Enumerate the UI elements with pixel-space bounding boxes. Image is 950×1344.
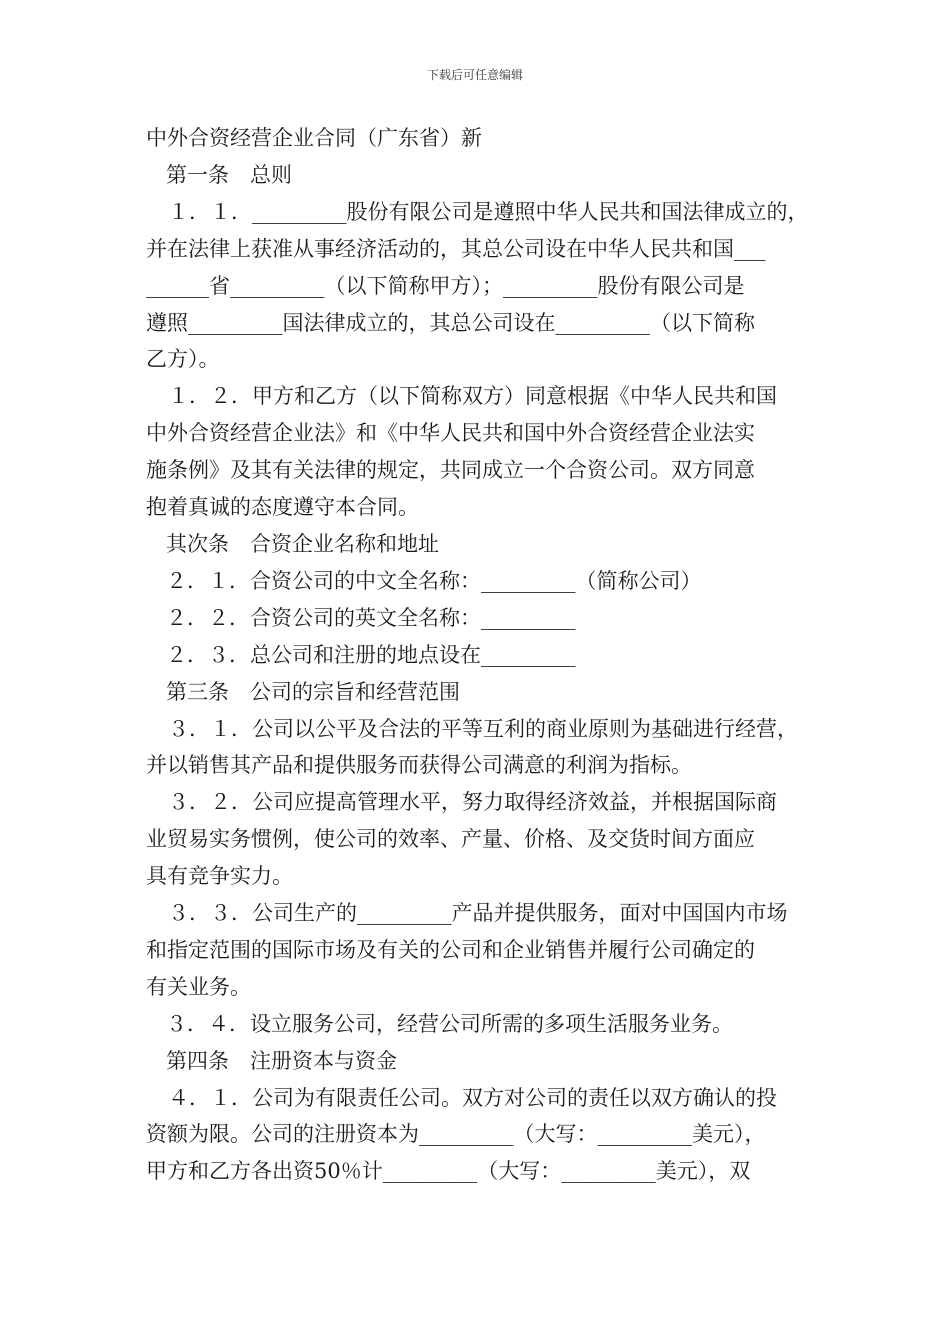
document-title: 中外合资经营企业合同（广东省）新	[146, 126, 482, 150]
article-heading: 第四条 注册资本与资金	[166, 1048, 397, 1073]
clause-line: 甲方和乙方各出资50％计_________（大写：_________美元），双	[146, 1159, 751, 1184]
clause-line: 抱着真诚的态度遵守本合同。	[146, 495, 419, 520]
clause-line: 乙方）。	[146, 347, 220, 372]
clause-line: 有关业务。	[146, 974, 251, 999]
clause-line: ３．４．设立服务公司，经营公司所需的多项生活服务业务。	[166, 1011, 733, 1036]
clause-line: 资额为限。公司的注册资本为_________（大写：_________美元），	[146, 1122, 766, 1147]
clause-line: 业贸易实务惯例，使公司的效率、产量、价格、及交货时间方面应	[146, 827, 755, 852]
clause-line: ３．１．公司以公平及合法的平等互利的商业原则为基础进行经营，	[168, 716, 798, 741]
clause-line: 并以销售其产品和提供服务而获得公司满意的利润为指标。	[146, 753, 692, 778]
clause-line: 遵照_________国法律成立的，其总公司设在_________（以下简称	[146, 310, 755, 335]
clause-line: ４．１．公司为有限责任公司。双方对公司的责任以双方确认的投	[168, 1085, 777, 1110]
clause-line: 和指定范围的国际市场及有关的公司和企业销售并履行公司确定的	[146, 937, 755, 962]
clause-line: 施条例》及其有关法律的规定，共同成立一个合资公司。双方同意	[146, 458, 755, 483]
clause-line: １．２．甲方和乙方（以下简称双方）同意根据《中华人民共和国	[168, 384, 777, 409]
page-header-note: 下载后可任意编辑	[426, 68, 523, 82]
clause-line: 并在法律上获准从事经济活动的，其总公司设在中华人民共和国___	[146, 236, 766, 261]
clause-line: ３．２．公司应提高管理水平，努力取得经济效益，并根据国际商	[168, 790, 777, 815]
clause-line: ２．３．总公司和注册的地点设在_________	[166, 642, 576, 667]
article-heading: 其次条 合资企业名称和地址	[166, 531, 439, 556]
clause-line: ______省_________（以下简称甲方）；_________股份有限公司是	[146, 273, 745, 298]
clause-line: １．１．_________股份有限公司是遵照中华人民共和国法律成立的，	[168, 199, 809, 224]
clause-line: 具有竞争实力。	[146, 864, 293, 889]
article-heading: 第三条 公司的宗旨和经营范围	[166, 679, 460, 704]
contract-body	[146, 120, 836, 1190]
clause-line: ２．２．合资公司的英文全名称：_________	[166, 605, 576, 630]
article-heading: 第一条 总则	[166, 162, 292, 187]
clause-line: ３．３．公司生产的_________产品并提供服务，面对中国国内市场	[168, 901, 788, 926]
clause-line: 中外合资经营企业法》和《中华人民共和国中外合资经营企业法实	[146, 421, 755, 446]
clause-line: ２．１．合资公司的中文全名称：_________（简称公司）	[166, 568, 702, 593]
